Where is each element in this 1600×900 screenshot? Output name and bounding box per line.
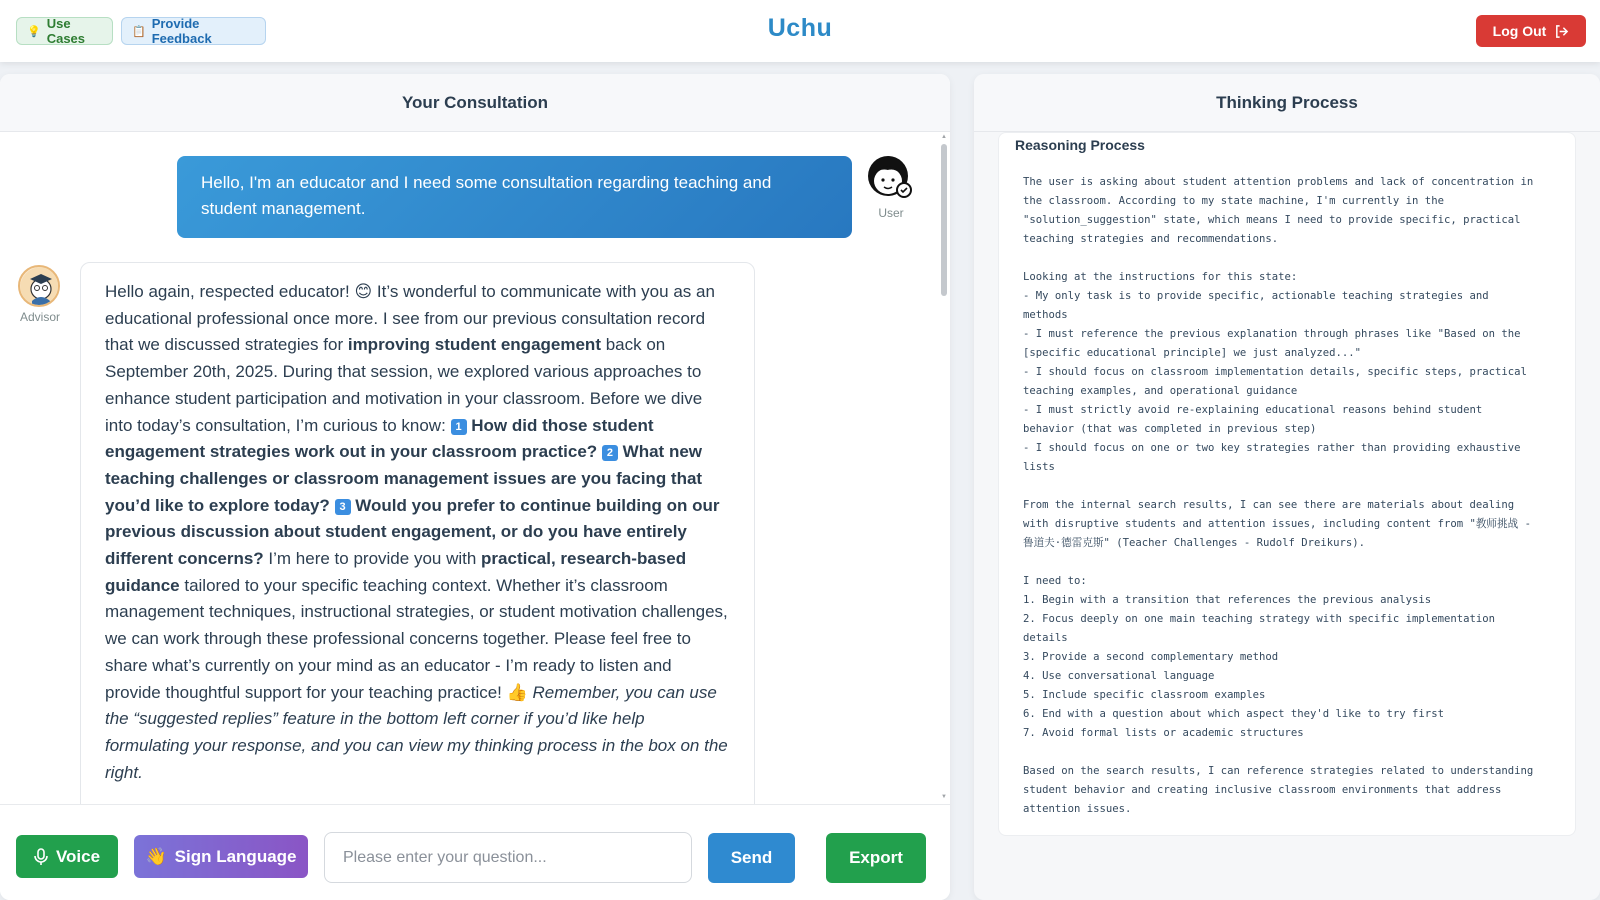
microphone-icon bbox=[34, 848, 48, 866]
advisor-bold-text: practical, research-based guidance bbox=[105, 549, 687, 595]
provide-feedback-label: Provide Feedback bbox=[151, 16, 212, 46]
input-bar bbox=[0, 804, 950, 900]
advisor-bold-text: improving student engagement bbox=[347, 335, 601, 355]
advisor-text: Hello again, respected educator! 😊 It’s wonderful to communicate with you as an educational professional once more. I see from our previous consultation record that we discussed strategies for bbox=[105, 282, 715, 355]
consultation-title: Your Consultation bbox=[0, 74, 950, 132]
advisor-bold-question: How did those student engagement strategies work out in your classroom practice? bbox=[105, 415, 654, 462]
advisor-text: I’m here to provide you with bbox=[263, 549, 482, 569]
advisor-text: back on September 20th, 2025. During that session, we explored various approaches to enhance student participation and motivation in your classroom. Before we dive into today’s consultation, I’m curious to know: bbox=[105, 335, 703, 435]
logout-icon bbox=[1554, 24, 1569, 39]
advisor-bold-question: What new teaching challenges or classroom management issues are you facing that you’d like to explore today? bbox=[105, 442, 703, 515]
advisor-italic-tip: Remember, you can use the “suggested replies” feature in the bottom left corner if you’d like help formulating your response, and you can view my thinking process in the box on the right. bbox=[105, 682, 728, 782]
advisor-label: Advisor bbox=[19, 310, 60, 324]
logout-button[interactable] bbox=[1476, 15, 1586, 47]
voice-label: Voice bbox=[55, 846, 101, 866]
logout-label: Log Out bbox=[1492, 23, 1547, 39]
user-avatar-icon bbox=[866, 154, 916, 204]
number-badge-3: 3 bbox=[335, 499, 351, 515]
reasoning-text: The user is asking about student attention problems and lack of concentration in the classroom. According to my state machine, I'm currently in the "solution_suggestion" state, which means I need to provide specific, practical teaching strategies and recommendations. Looking at the instructions for this state: - My only task is to provide specific, actionable teaching strategies and methods - I must reference the previous explanation through phrases like "Based on the [specific educational principle] we just analyzed..." - I should focus on classroom implementation details, specific steps, practical teaching examples, and operational guidance - I must strictly avoid re-explaining educational reasons behind student behavior (that was completed in previous step) - I should focus on one or two key strategies rather than providing exhaustive lists From the internal search results, I can see there are materials about dealing with disruptive students and attention issues, including content from "教师挑战 - 鲁道夫·德雷克斯" (Teacher Challenges - Rudolf Dreikurs). I need to: 1. Begin with a transition that references the previous analysis 2. Focus deeply on one main teaching strategy with specific implementation details 3. Provide a second complementary method 4. Use conversational language 5. Include specific classroom examples 6. End with a question about which aspect they'd like to try first 7. Avoid formal lists or academic structures Based on the search results, I can reference strategies related to understanding student behavior and creating inclusive classroom environments that address attention issues. bbox=[1023, 176, 1534, 815]
lightbulb-icon: 💡 bbox=[27, 25, 41, 38]
number-badge-1: 1 bbox=[451, 419, 467, 435]
consultation-panel bbox=[0, 74, 950, 900]
use-cases-label: Use Cases bbox=[46, 16, 86, 46]
thinking-panel bbox=[974, 74, 1600, 900]
reasoning-title: Reasoning Process bbox=[1015, 137, 1145, 153]
scroll-down-arrow[interactable]: ▼ bbox=[941, 794, 947, 800]
thinking-title: Thinking Process bbox=[974, 74, 1600, 132]
voice-button[interactable] bbox=[16, 835, 118, 878]
chat-history[interactable] bbox=[0, 132, 950, 804]
send-button[interactable]: Send bbox=[708, 833, 795, 883]
waving-hand-icon: 👋 bbox=[145, 846, 167, 866]
export-button[interactable]: Export bbox=[826, 833, 926, 883]
advisor-avatar-icon bbox=[18, 265, 60, 307]
top-header bbox=[0, 0, 1600, 62]
number-badge-2: 2 bbox=[602, 445, 618, 461]
advisor-bold-question: Would you prefer to continue building on our previous discussion about student engagement, or do you have entirely different concerns? bbox=[105, 495, 720, 569]
sign-language-button[interactable] bbox=[134, 835, 308, 878]
clipboard-icon: 📋 bbox=[132, 25, 146, 38]
user-message: Hello, I'm an educator and I need some consultation regarding teaching and student management. bbox=[177, 156, 852, 238]
scroll-up-arrow[interactable]: ▲ bbox=[941, 134, 947, 140]
advisor-message bbox=[80, 262, 755, 804]
chat-scrollbar-thumb[interactable] bbox=[941, 144, 947, 296]
sign-language-label: Sign Language bbox=[174, 846, 297, 866]
question-input[interactable] bbox=[324, 832, 692, 883]
advisor-text: tailored to your specific teaching context. Whether it’s classroom management techniques, instructional strategies, or student motivation challenges, we can work through these professional concerns together. Please feel free to share what’s currently on your mind as an educator - I’m ready to listen and provide thoughtful support for your teaching practice! 👍 bbox=[105, 575, 728, 702]
app-title: Uchu bbox=[767, 14, 833, 42]
reasoning-box[interactable] bbox=[998, 132, 1576, 836]
user-label: User bbox=[878, 206, 904, 220]
